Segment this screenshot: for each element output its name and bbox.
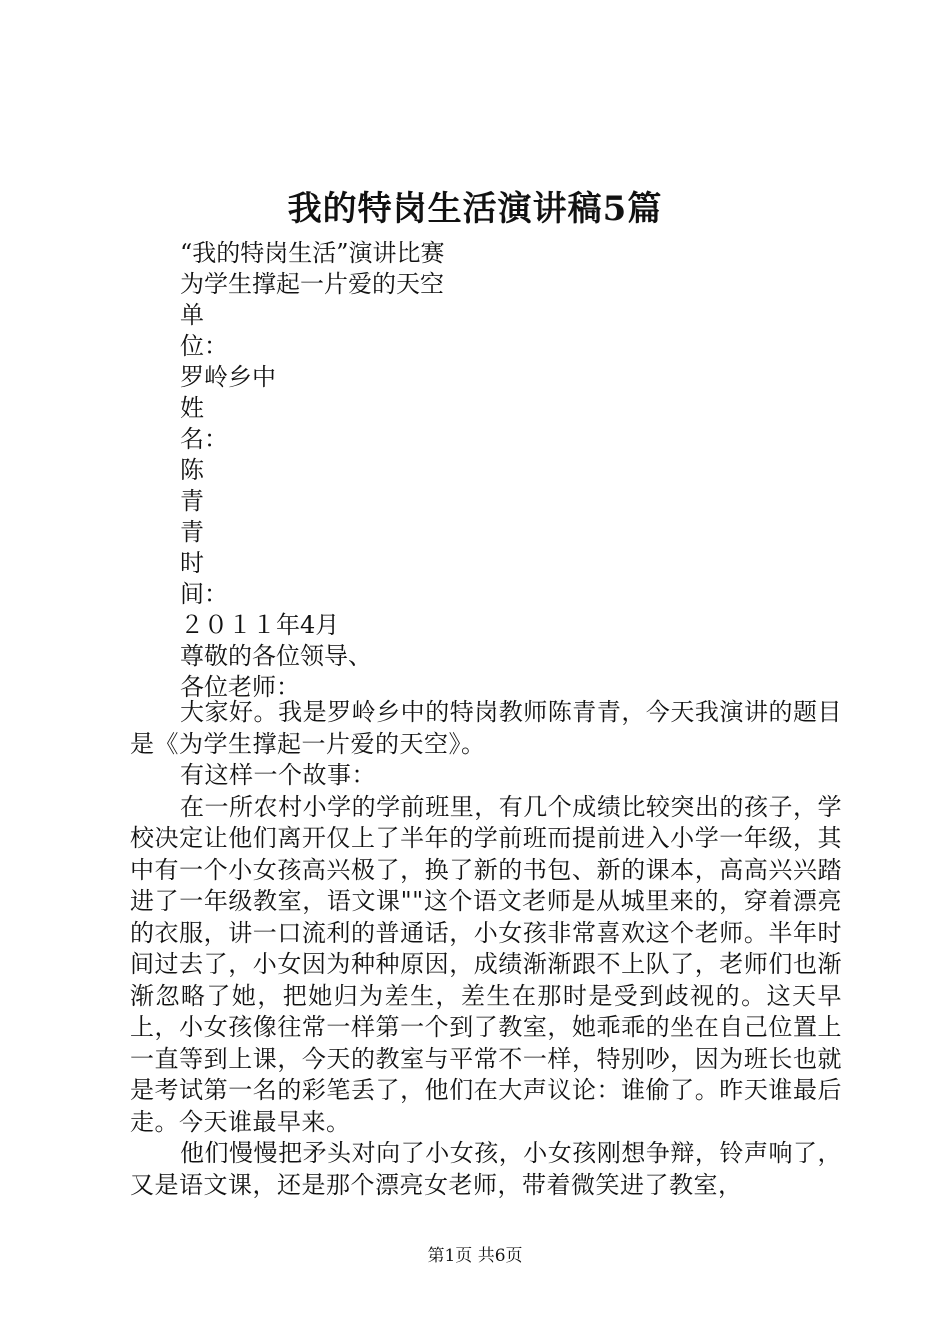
header-line: 时 xyxy=(180,549,204,577)
header-line: 姓 xyxy=(180,394,204,422)
header-line: 位： xyxy=(180,332,228,360)
header-line: “我的特岗生活”演讲比赛 xyxy=(180,239,445,267)
paragraph: 有这样一个故事： xyxy=(180,761,376,789)
paragraph: 他们慢慢把矛头对向了小女孩，小女孩刚想争辩，铃声响了，又是语文课，还是那个漂亮女老师，带着微笑进了教室， xyxy=(130,1139,842,1199)
header-line: 青 xyxy=(180,518,204,546)
header-lines xyxy=(180,238,840,703)
paragraph: 在一所农村小学的学前班里，有几个成绩比较突出的孩子，学校决定让他们离开仅上了半年的学前班而提前进入小学一年级，其中有一个小女孩高兴极了，换了新的书包、新的课本，高高兴兴踏进了一年级教室，语文课""这个语文老师是从城里来的，穿着漂亮的衣服，讲一口流利的普通话，小女孩非常喜欢这个老师。半年时间过去了，小女因为种种原因，成绩渐渐跟不上队了，老师们也渐渐忽略了她，把她归为差生，差生在那时是受到歧视的。这天早上，小女孩像往常一样第一个到了教室，她乖乖的坐在自己位置上一直等到上课，今天的教室与平常不一样，特别吵，因为班长也就是考试第一名的彩笔丢了，他们在大声议论：谁偷了。昨天谁最后走。今天谁最早来。 xyxy=(130,792,842,1136)
header-line: 青 xyxy=(180,487,204,515)
paragraph: 大家好。我是罗岭乡中的特岗教师陈青青，今天我演讲的题目是《为学生撑起一片爱的天空》。 xyxy=(130,698,842,758)
header-line: 单 xyxy=(180,301,204,329)
header-line: 陈 xyxy=(180,456,204,484)
header-line: 尊敬的各位领导、 xyxy=(180,642,372,670)
header-line: 为学生撑起一片爱的天空 xyxy=(180,270,444,298)
document-title: 我的特岗生活演讲稿5篇 xyxy=(287,189,663,229)
document-body xyxy=(130,697,842,1201)
header-line: 间： xyxy=(180,580,228,608)
header-line: 罗岭乡中 xyxy=(180,363,276,391)
page-number-footer: 第1页 共6页 xyxy=(427,1246,523,1266)
header-line: 名： xyxy=(180,425,228,453)
header-line: 各位老师： xyxy=(180,673,300,701)
header-line: ２０１１年4月 xyxy=(180,611,340,639)
